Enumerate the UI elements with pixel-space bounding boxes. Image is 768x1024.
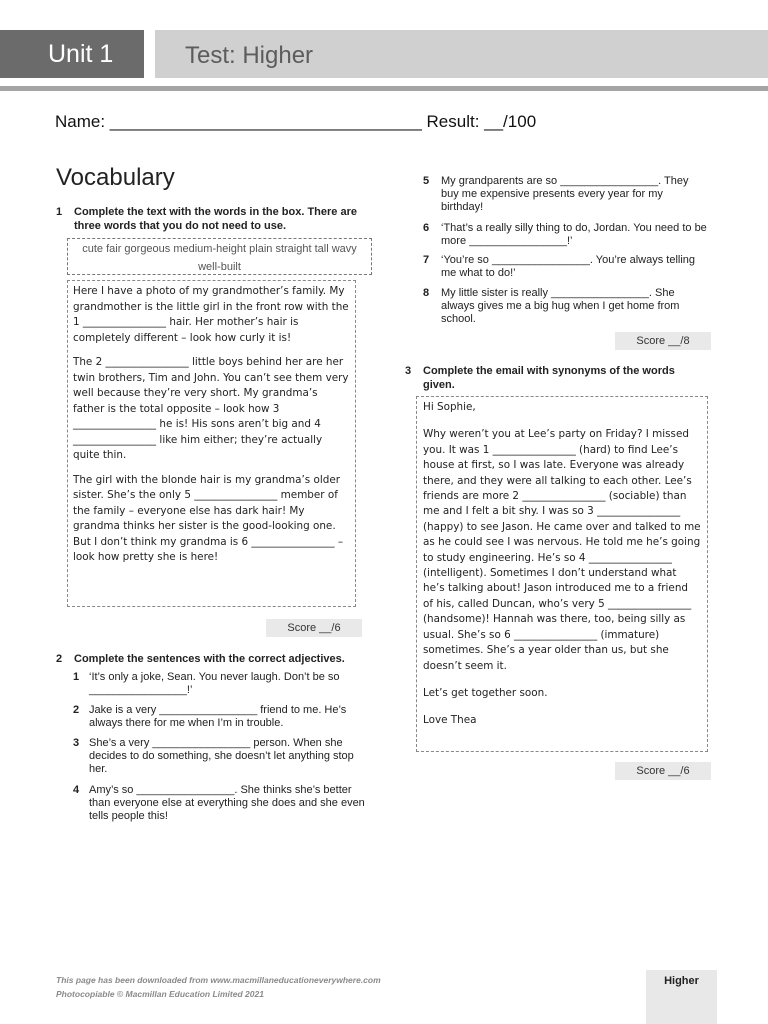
item-number: 2 [73, 704, 80, 716]
question-3-heading [405, 364, 705, 392]
item-text: ‘You’re so ________________. You’re always telling me what to do!’ [441, 254, 696, 280]
email-closing: Let’s get together soon. [423, 686, 548, 699]
item-text: She’s a very ________________ person. When she decides to do something, she doesn’t let anything stop her. [89, 737, 354, 776]
passage-paragraph: The 2 ________________ little boys behind her are her twin brothers, Tim and John. You can’t see them very well because they’re very short. My grandma’s father is the total opposite – look how 3 ________________ he is! His sons aren’t big and 4 ________________ like him either; they’re actually quite thin. [73, 356, 349, 461]
item-number: 6 [423, 222, 430, 234]
item-text: ‘It’s only a joke, Sean. You never laugh. Don’t be so ________________!’ [89, 671, 340, 697]
test-title: Test: Higher [185, 42, 314, 69]
score-q3: Score __/6 [615, 762, 711, 780]
email-passage [416, 396, 708, 752]
question-1-heading [56, 205, 360, 233]
level-label: Higher [664, 975, 699, 987]
item-number: 8 [423, 287, 430, 299]
passage-paragraph: Here I have a photo of my grandmother’s family. My grandmother is the little girl in the front row with the 1 ________________ hair. Her mother’s hair is completely different – look how curly it is! [73, 285, 349, 344]
item-text: ‘That’s a really silly thing to do, Jordan. You need to be more ________________!’ [441, 222, 707, 248]
passage-paragraph: The girl with the blonde hair is my grandma’s older sister. She’s the only 5 ________________ member of the family – everyone else has dark hair! My grandma thinks her sister is the good-looking one. But I don’t think my grandma is 6 ________________ – look how pretty she is here! [73, 473, 344, 563]
email-signature: Love Thea [423, 714, 477, 727]
question-number: 1 [56, 206, 63, 218]
email-body: Why weren’t you at Lee’s party on Friday? I missed you. It was 1 ________________ (hard) to find Lee’s house at first, so I was late. Everyone was already there, and they were all talking to each other. Lee’s friends are more 2 ________________ (sociable) than me and I felt a bit shy. I was so 3 ________________ (happy) to see Jason. He came over and talked to me as he could see I was nervous. He told me he’s going to study engineering. He’s so 4 ________________ (intelligent). Sometimes I don’t understand what he’s talking about! Jason introduced me to a friend of his, called Duncan, who’s very 5 ________________ (handsome)! Hannah was there, too, being silly as usual. She’s so 6 ________________ (immature) sometimes. She’s a year older than us, but she doesn’t seem it. [423, 428, 701, 672]
unit-label: Unit 1 [48, 40, 114, 68]
question-number: 2 [56, 653, 63, 665]
email-greeting: Hi Sophie, [423, 401, 476, 413]
item-text: Jake is a very ________________ friend to me. He’s always there for me when I’m in trouble. [89, 704, 347, 730]
footer-copyright-line: Photocopiable © Macmillan Education Limited 2021 [56, 989, 264, 999]
question-number: 3 [405, 365, 412, 377]
item-number: 1 [73, 671, 80, 683]
item-text: My grandparents are so ________________. They buy me expensive presents every year for my birthday! [441, 175, 689, 214]
item-text: Amy’s so ________________. She thinks she’s better than everyone else at everything she does and she even tells people this! [89, 784, 365, 823]
item-number: 5 [423, 175, 430, 187]
question-instruction: Complete the email with synonyms of the words given. [423, 365, 675, 391]
footer-notice [56, 973, 576, 1001]
item-number: 7 [423, 254, 430, 266]
reading-passage [67, 280, 356, 607]
question-2-heading [56, 652, 376, 666]
name-result-line: Name: _________________________________ Result: __/100 [55, 112, 537, 131]
score-q2: Score __/8 [615, 332, 711, 350]
word-box: cute fair gorgeous medium-height plain straight tall wavy well-built [67, 238, 372, 275]
section-title-vocabulary: Vocabulary [56, 164, 175, 191]
score-q1: Score __/6 [266, 619, 362, 637]
header-rule [0, 86, 768, 91]
footer-download-line: This page has been downloaded from www.macmillaneducationeverywhere.com [56, 975, 381, 985]
item-text: My little sister is really ________________. She always gives me a big hug when I get home from school. [441, 287, 680, 326]
question-instruction: Complete the text with the words in the box. There are three words that you do not need to use. [74, 206, 357, 232]
item-number: 3 [73, 737, 80, 749]
item-number: 4 [73, 784, 80, 796]
question-instruction: Complete the sentences with the correct adjectives. [74, 653, 345, 665]
